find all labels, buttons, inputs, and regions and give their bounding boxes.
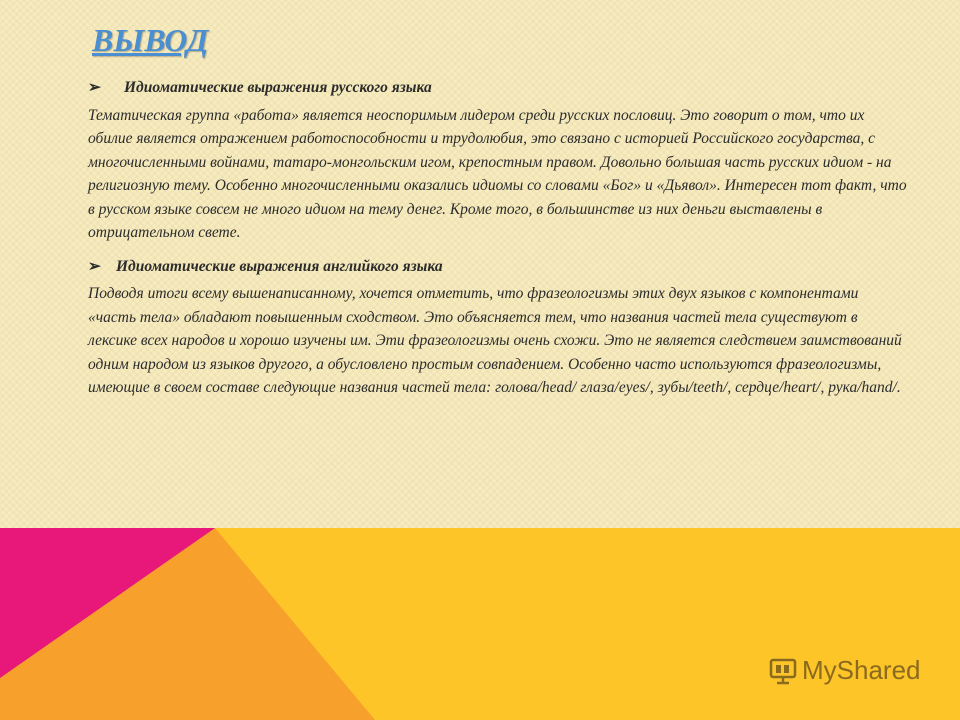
bullet-heading-russian <box>88 76 908 100</box>
bullet-heading-english <box>88 255 908 279</box>
bullet-heading-text: Идиоматические выражения русского языка <box>124 79 432 96</box>
arrow-bullet-icon: ➢ <box>88 257 101 275</box>
decorative-color-band <box>0 528 960 720</box>
logo-text: MyShared <box>802 655 921 685</box>
slideshow-icon <box>768 656 798 686</box>
myshared-logo <box>768 655 921 686</box>
slide-title: ВЫВОД <box>92 22 209 58</box>
paragraph-russian: Тематическая группа «работа» является неоспоримым лидером среди русских пословиц. Это говорит о том, что их обилие является отражением работоспособности и трудолюбия, это связано с историей Российского государства, с многочисленными войнами, татаро-монгольским игом, крепостным правом. Довольно большая часть русских идиом - на религиозную тему. Особенно многочисленными оказались идиомы со словами «Бог» и «Дьявол». Интересен тот факт, что в русском языке совсем не много идиом на тему денег. Кроме того, в большинстве из них деньги выставлены в отрицательном свете. <box>88 106 907 241</box>
slide-content <box>88 76 908 410</box>
arrow-bullet-icon: ➢ <box>88 79 101 96</box>
bullet-heading-text: Идиоматические выражения английкого языка <box>116 257 443 275</box>
paragraph-english: Подводя итоги всему вышенаписанному, хочется отметить, что фразеологизмы этих двух языков с компонентами «часть тела» обладают повышенным сходством. Это объясняется тем, что названия частей тела существуют в лексике всех народов и хорошо изучены им. Эти фразеологизмы очень схожи. Это не является следствием заимствований одним народом из языков другого, а обусловлено простым совпадением. Особенно часто используются фразеологизмы, имеющие в своем составе следующие названия частей тела: голова/head/ глаза/eyes/, зубы/teeth/, сердце/heart/, рука/hand/. <box>88 285 902 396</box>
